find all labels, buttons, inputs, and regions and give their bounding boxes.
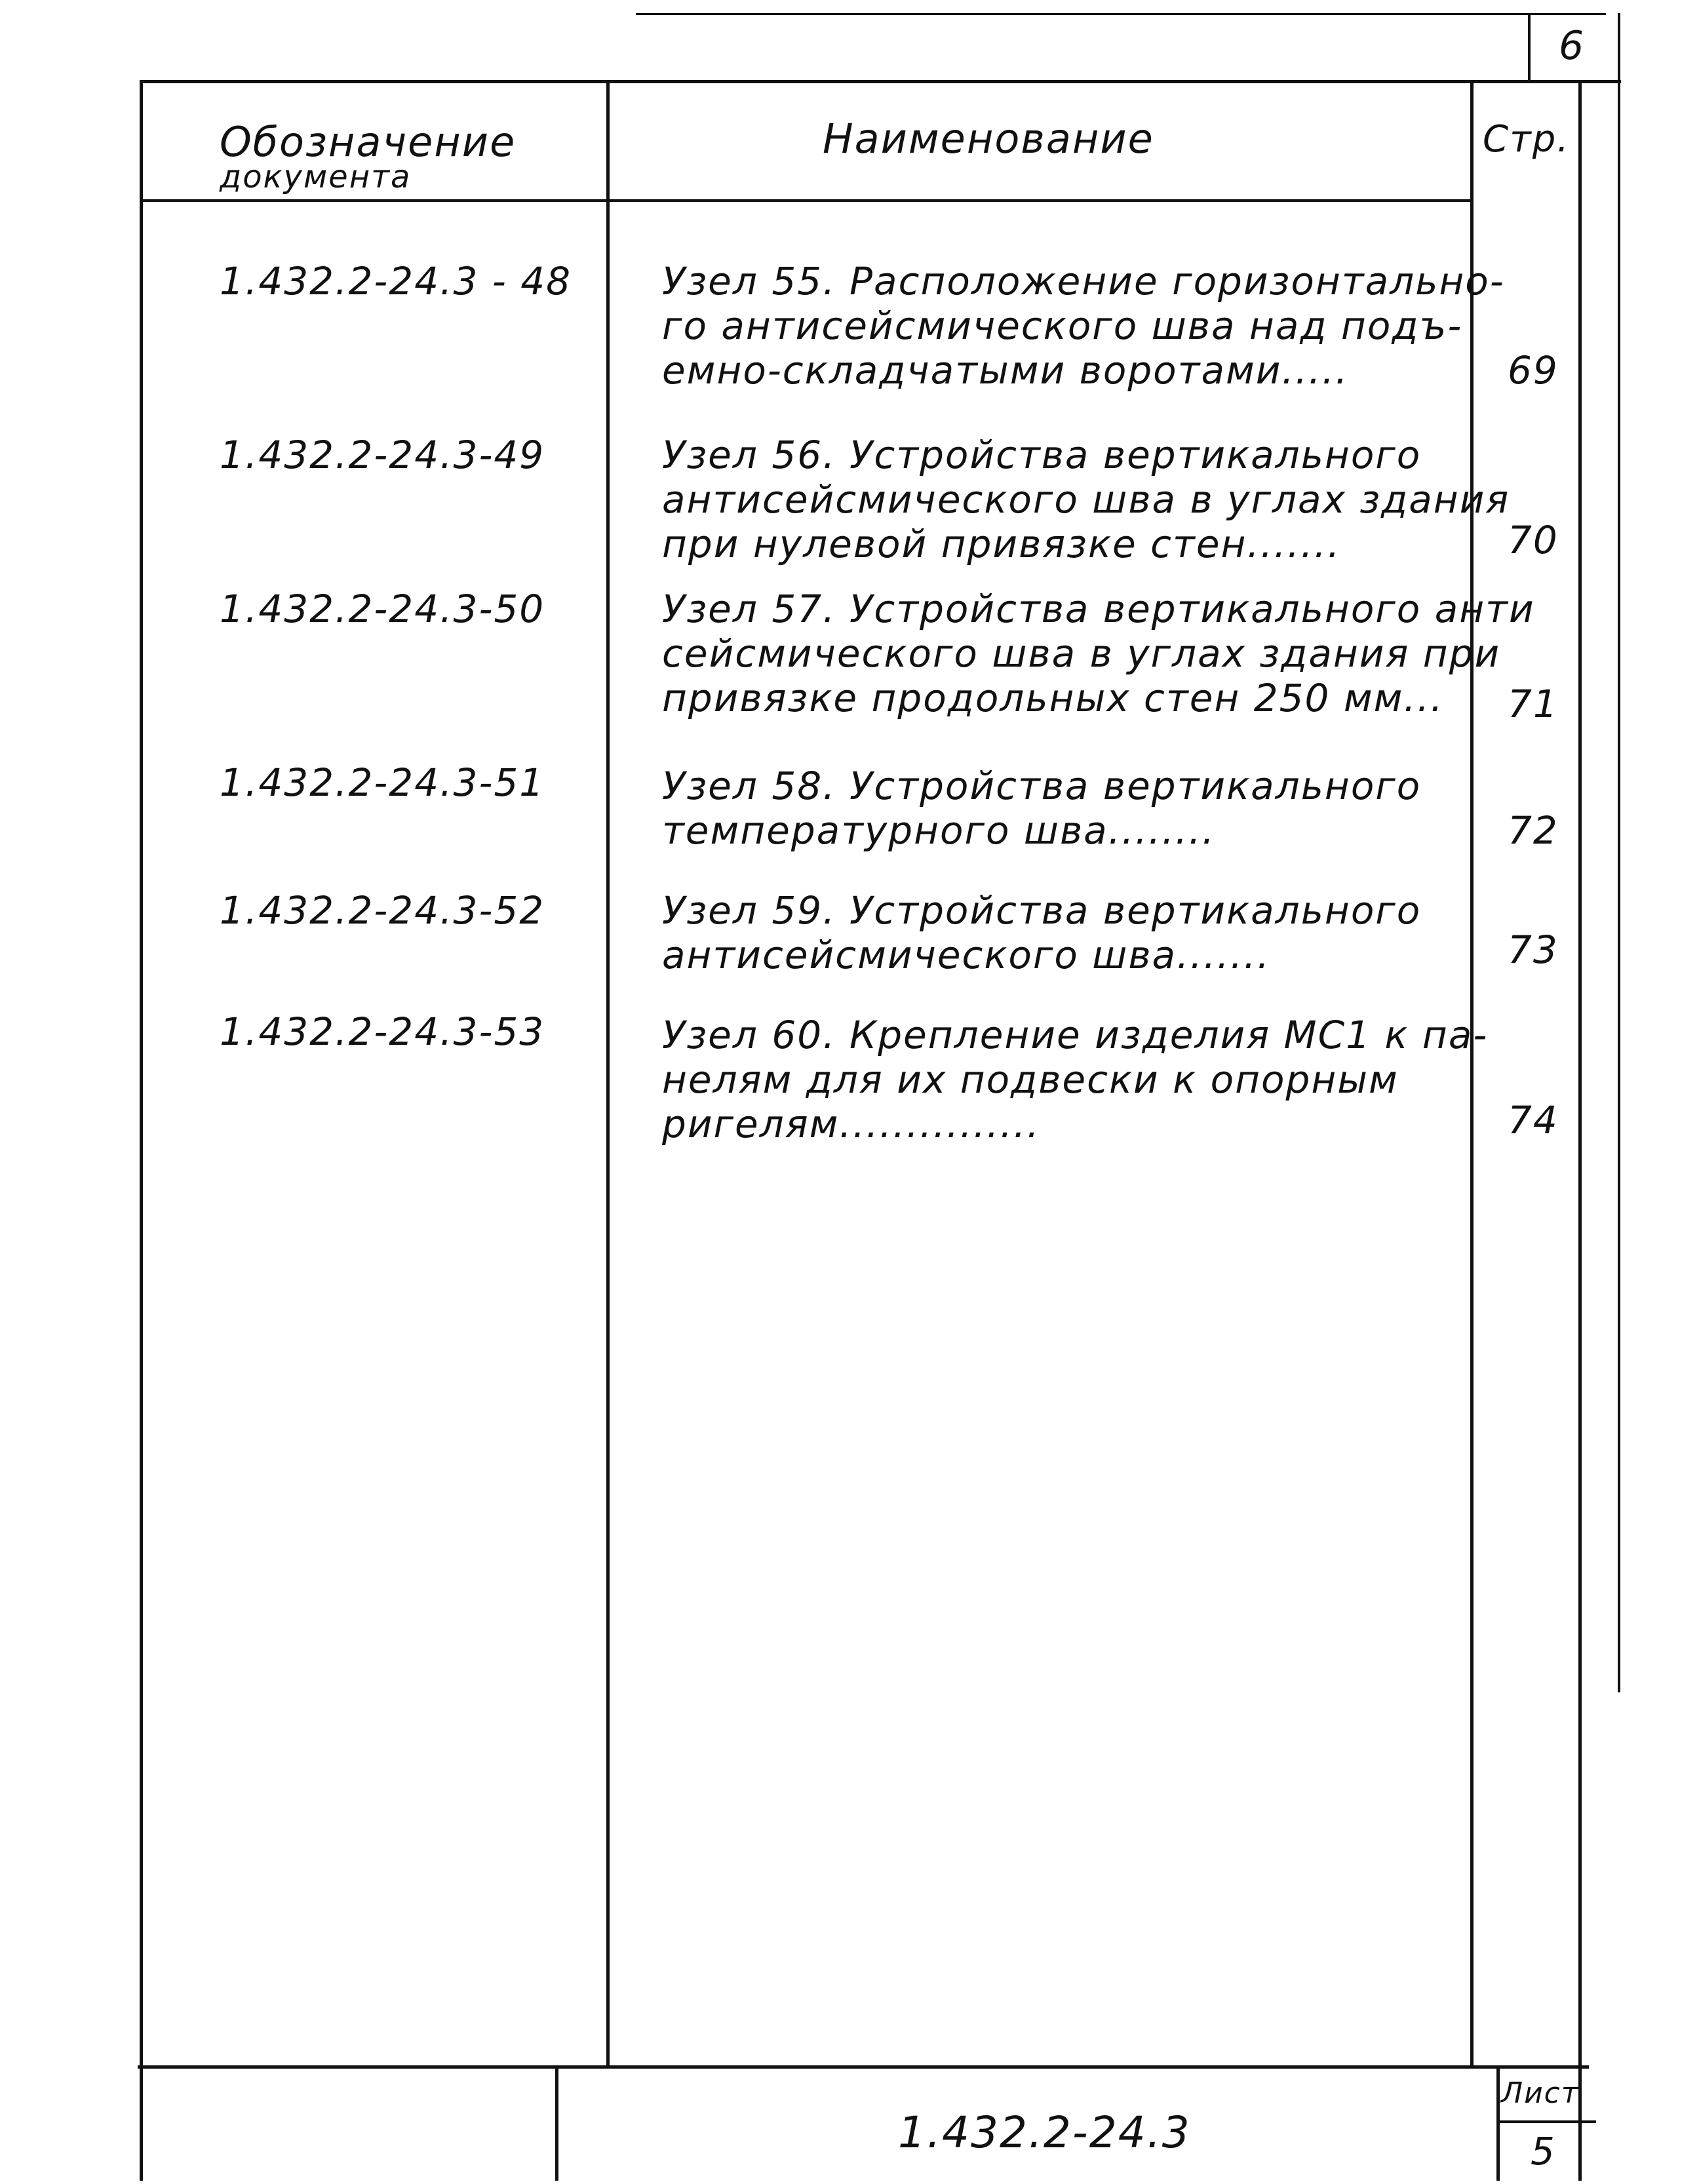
header-page: Стр. <box>1483 118 1571 161</box>
footer-sheet-label: Лист <box>1501 2077 1580 2110</box>
header-designation: Обозначение <box>220 118 517 166</box>
footer-divider-2 <box>1496 2067 1500 2181</box>
sheet-box-left <box>1528 13 1531 81</box>
row-page: 70 <box>1508 518 1559 562</box>
row-name-line: антисейсмического шва в углах здания <box>662 477 1510 522</box>
header-top-line <box>141 80 1621 83</box>
row-name-line: при нулевой привязке стен....... <box>662 522 1341 566</box>
col-divider-2 <box>1470 80 1474 2067</box>
row-page: 71 <box>1508 682 1559 726</box>
footer-sheet-number: 5 <box>1531 2129 1556 2174</box>
row-page: 72 <box>1508 808 1559 853</box>
row-name-line: температурного шва........ <box>662 808 1216 853</box>
row-name-line: ригелям............... <box>662 1102 1040 1146</box>
footer-divider-1 <box>555 2067 558 2181</box>
row-name-line: Узел 56. Устройства вертикального <box>662 433 1422 477</box>
col-divider-1 <box>606 80 610 2067</box>
footer-document-code: 1.432.2-24.3 <box>898 2107 1191 2158</box>
row-code: 1.432.2-24.3-49 <box>220 433 545 477</box>
row-name-line: Узел 59. Устройства вертикального <box>662 888 1422 933</box>
left-border-line <box>140 80 143 2181</box>
row-name-line: го антисейсмического шва над подъ- <box>662 303 1463 348</box>
top-edge-line <box>636 13 1606 15</box>
row-name-line: привязке продольных стен 250 мм... <box>662 676 1444 720</box>
row-code: 1.432.2-24.3-51 <box>220 760 545 805</box>
row-name-line: антисейсмического шва....... <box>662 933 1271 977</box>
row-code: 1.432.2-24.3-50 <box>220 587 545 631</box>
sheet-box-right <box>1618 13 1620 81</box>
row-name-line: Узел 55. Расположение горизонтально- <box>662 259 1505 303</box>
header-name: Наименование <box>823 115 1154 163</box>
row-name-line: Узел 60. Крепление изделия МС1 к па- <box>662 1013 1489 1057</box>
row-name-line: емно-складчатыми воротами..... <box>662 348 1349 393</box>
footer-top-line <box>138 2065 1589 2069</box>
row-name-line: Узел 57. Устройства вертикального анти <box>662 587 1535 631</box>
row-code: 1.432.2-24.3 - 48 <box>220 259 572 303</box>
outer-right-line <box>1618 80 1620 1692</box>
row-page: 73 <box>1508 927 1559 972</box>
header-designation-doc: документа <box>220 159 412 195</box>
row-name-line: нелям для их подвески к опорным <box>662 1057 1399 1102</box>
row-name-line: сейсмического шва в углах здания при <box>662 631 1501 676</box>
row-name-line: Узел 58. Устройства вертикального <box>662 764 1422 808</box>
row-page: 74 <box>1508 1098 1559 1142</box>
row-code: 1.432.2-24.3-53 <box>220 1009 545 1054</box>
row-page: 69 <box>1508 348 1559 393</box>
right-border-line <box>1578 80 1582 2181</box>
top-sheet-number: 6 <box>1559 23 1586 69</box>
header-bottom-line <box>141 199 1472 202</box>
row-code: 1.432.2-24.3-52 <box>220 888 545 933</box>
